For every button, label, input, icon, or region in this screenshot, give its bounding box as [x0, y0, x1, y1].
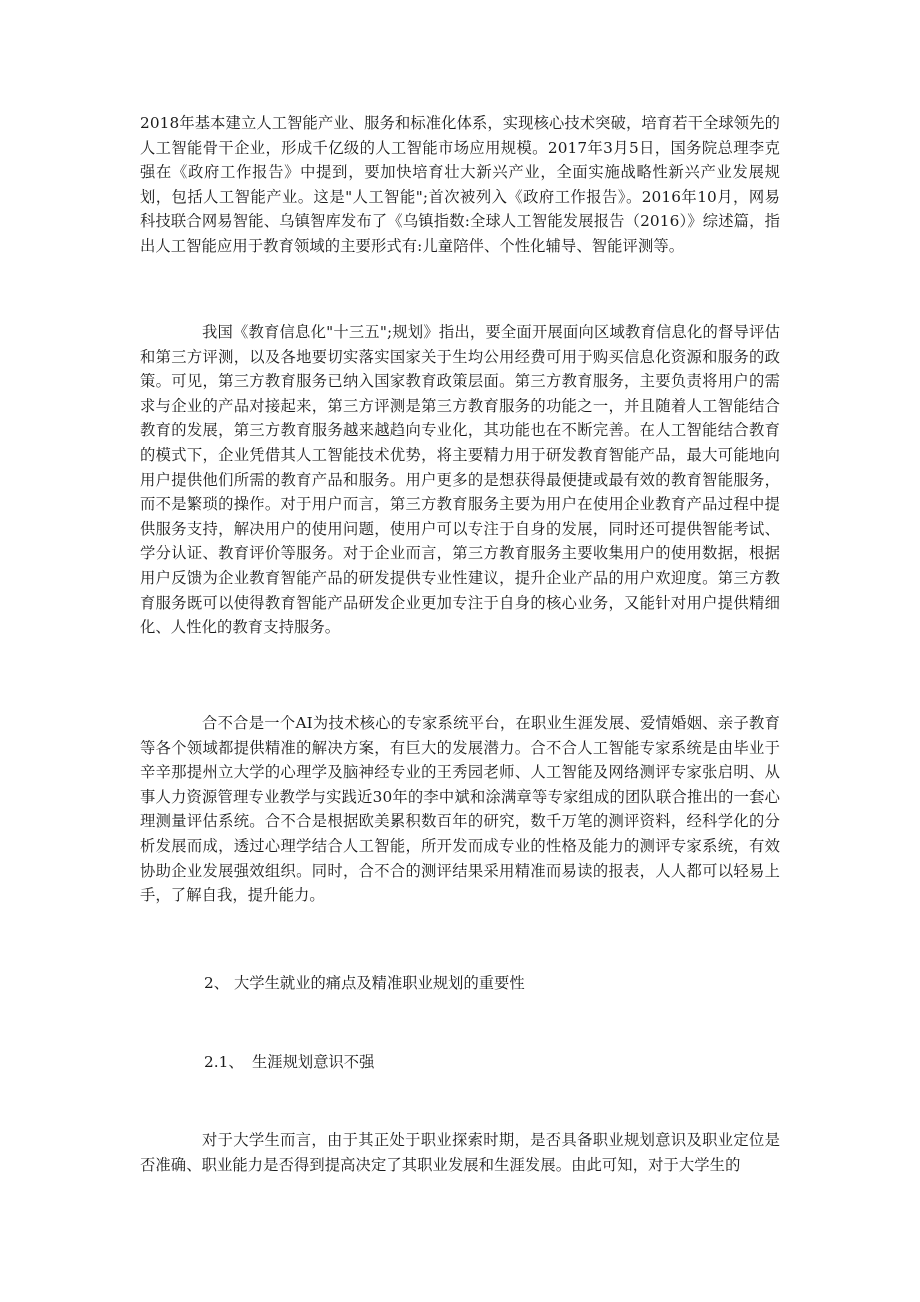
paragraph-ai-industry-policy: 2018年基本建立人工智能产业、服务和标准化体系，实现核心技术突破，培育若干全球领先的人工智能骨干企业，形成千亿级的人工智能市场应用规模。2017年3月5日，国务院总理李克强在《政府工作报告》中提到，要加快培育壮大新兴产业，全面实施战略性新兴产业发展规划，包括人工智能产业。这是"人工智能";首次被列入《政府工作报告》。2016年10月，网易科技联合网易智能、乌镇智库发布了《乌镇指数:全球人工智能发展报告（2016）》综述篇，指出人工智能应用于教育领域的主要形式有:儿童陪伴、个性化辅导、智能评测等。 [140, 114, 780, 255]
section-heading-2 [204, 971, 525, 995]
paragraph-third-party-education-service: 我国《教育信息化"十三五";规划》指出，要全面开展面向区域教育信息化的督导评估和第三方评测，以及各地要切实落实国家关于生均公用经费可用于购买信息化资源和服务的政策。可见，第三方教育服务已纳入国家教育政策层面。第三方教育服务，主要负责将用户的需求与企业的产品对接起来，第三方评测是第三方教育服务的功能之一，并且随着人工智能结合教育的发展，第三方教育服务越来越趋向专业化，其功能也在不断完善。在人工智能结合教育的模式下，企业凭借其人工智能技术优势，将主要精力用于研发教育智能产品，最大可能地向用户提供他们所需的教育产品和服务。用户更多的是想获得最便捷或最有效的教育智能服务，而不是繁琐的操作。对于用户而言，第三方教育服务主要为用户在使用企业教育产品过程中提供服务支持，解决用户的使用问题，使用户可以专注于自身的发展，同时还可提供智能考试、学分认证、教育评价等服务。对于企业而言，第三方教育服务主要收集用户的使用数据，根据用户反馈为企业教育智能产品的研发提供专业性建议，提升企业产品的用户欢迎度。第三方教育服务既可以使得教育智能产品研发企业更加专注于自身的核心业务，又能针对用户提供精细化、人性化的教育支持服务。 [140, 323, 780, 637]
section-heading-2-1 [204, 1050, 374, 1074]
paragraph-hebuhe-expert-system: 合不合是一个AI为技术核心的专家系统平台，在职业生涯发展、爱情婚姻、亲子教育等各个领域都提供精准的解决方案，有巨大的发展潜力。合不合人工智能专家系统是由毕业于辛辛那提州立大学的心理学及脑神经专业的王秀园老师、人工智能及网络测评专家张启明、从事人力资源管理专业教学与实践近30年的李中斌和涂满章等专家组成的团队联合推出的一套心理测量评估系统。合不合是根据欧美累积数百年的研究，数千万笔的测评资料，经科学化的分析发展而成，透过心理学结合人工智能，所开发而成专业的性格及能力的测评专家系统，有效协助企业发展强效组织。同时，合不合的测评结果采用精准而易读的报表，人人都可以轻易上手，了解自我，提升能力。 [140, 714, 780, 905]
section-title: 大学生就业的痛点及精准职业规划的重要性 [234, 974, 525, 992]
section-number: 2.1、 [204, 1053, 244, 1071]
section-number: 2、 [204, 974, 230, 992]
paragraph-career-awareness: 对于大学生而言，由于其正处于职业探索时期，是否具备职业规划意识及职业定位是否准确、职业能力是否得到提高决定了其职业发展和生涯发展。由此可知，对于大学生的 [140, 1131, 780, 1174]
section-title: 生涯规划意识不强 [252, 1053, 375, 1071]
